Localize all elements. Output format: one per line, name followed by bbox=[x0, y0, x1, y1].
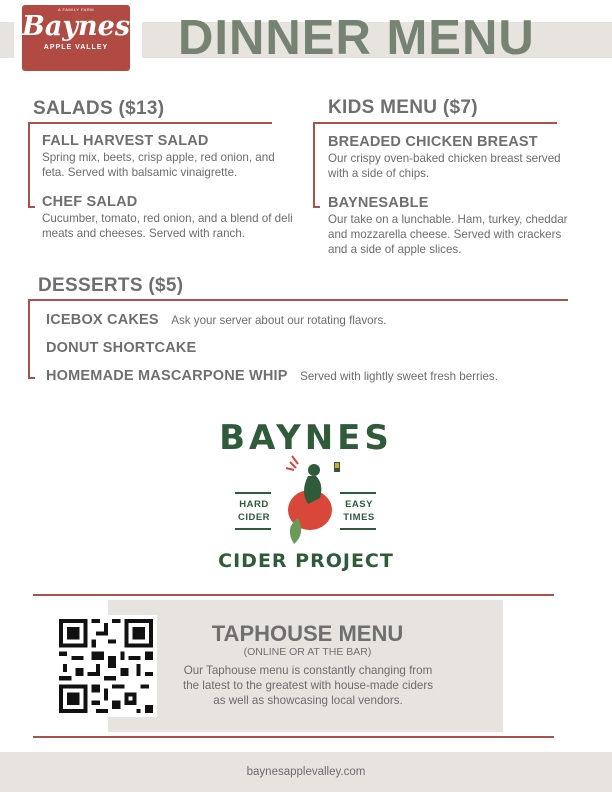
dessert-row bbox=[46, 367, 498, 385]
menu-item-desc: Spring mix, beets, crisp apple, red onion, and feta. Served with balsamic vinaigrette. bbox=[42, 151, 275, 179]
kids-heading: KIDS MENU ($7) bbox=[328, 97, 478, 118]
taphouse-subtitle: (ONLINE OR AT THE BAR) bbox=[243, 646, 372, 658]
taphouse-top-divider bbox=[33, 594, 554, 596]
qr-code-icon bbox=[55, 615, 157, 717]
kids-bracket-end bbox=[313, 206, 320, 208]
salads-heading: SALADS ($13) bbox=[33, 98, 165, 119]
desserts-bracket-end bbox=[28, 377, 35, 379]
kids-bracket bbox=[313, 122, 315, 208]
footer-website-link[interactable]: baynesapplevalley.com bbox=[246, 766, 366, 778]
menu-item-desc: Served with lightly sweet fresh berries. bbox=[300, 370, 498, 383]
menu-item-title: DONUT SHORTCAKE bbox=[46, 340, 197, 356]
menu-item-desc: Cucumber, tomato, red onion, and a blend of deli meats and cheeses. Served with ranch. bbox=[42, 212, 293, 240]
menu-item-title: BAYNESABLE bbox=[328, 195, 429, 211]
menu-item-desc: Our take on a lunchable. Ham, turkey, cheddar and mozzarella cheese. Served with crackers and a side of apple slices. bbox=[328, 213, 568, 256]
logo-tagline: A FAMILY FARM bbox=[57, 7, 95, 12]
menu-item-title: FALL HARVEST SALAD bbox=[42, 133, 209, 149]
taphouse-description: Our Taphouse menu is constantly changing from the latest to the greatest with house-made ciders as well as showcasing local vendors. bbox=[182, 664, 434, 707]
cider-logo-bottom: CIDER PROJECT bbox=[218, 550, 394, 572]
dessert-row bbox=[46, 339, 196, 357]
page-title: DINNER MENU bbox=[178, 11, 535, 65]
desserts-bracket bbox=[28, 299, 30, 379]
salads-bracket-end bbox=[28, 206, 35, 208]
desserts-divider bbox=[28, 299, 568, 301]
menu-item-title: ICEBOX CAKES bbox=[46, 312, 159, 328]
cider-logo-top: BAYNES bbox=[219, 418, 393, 458]
menu-item-title: HOMEMADE MASCARPONE WHIP bbox=[46, 368, 288, 384]
menu-item-desc: Our crispy oven-baked chicken breast served with a side of chips. bbox=[328, 152, 561, 180]
cider-logo-right: EASY TIMES bbox=[343, 499, 375, 523]
kids-divider bbox=[313, 122, 557, 124]
taphouse-bottom-divider bbox=[33, 736, 554, 738]
qr-code[interactable] bbox=[55, 615, 157, 717]
cider-logo-left: HARD CIDER bbox=[237, 499, 271, 523]
menu-item-desc: Ask your server about our rotating flavors. bbox=[171, 314, 387, 327]
taphouse-title: TAPHOUSE MENU bbox=[211, 621, 404, 646]
dessert-row bbox=[46, 311, 386, 329]
logo-wordmark: Baynes bbox=[22, 11, 131, 42]
menu-item-title: BREADED CHICKEN BREAST bbox=[328, 134, 538, 150]
salads-divider bbox=[28, 122, 272, 124]
salads-bracket bbox=[28, 122, 30, 208]
desserts-heading: DESSERTS ($5) bbox=[38, 275, 184, 296]
menu-item-title: CHEF SALAD bbox=[42, 194, 138, 210]
logo-subtitle: APPLE VALLEY bbox=[43, 44, 109, 51]
